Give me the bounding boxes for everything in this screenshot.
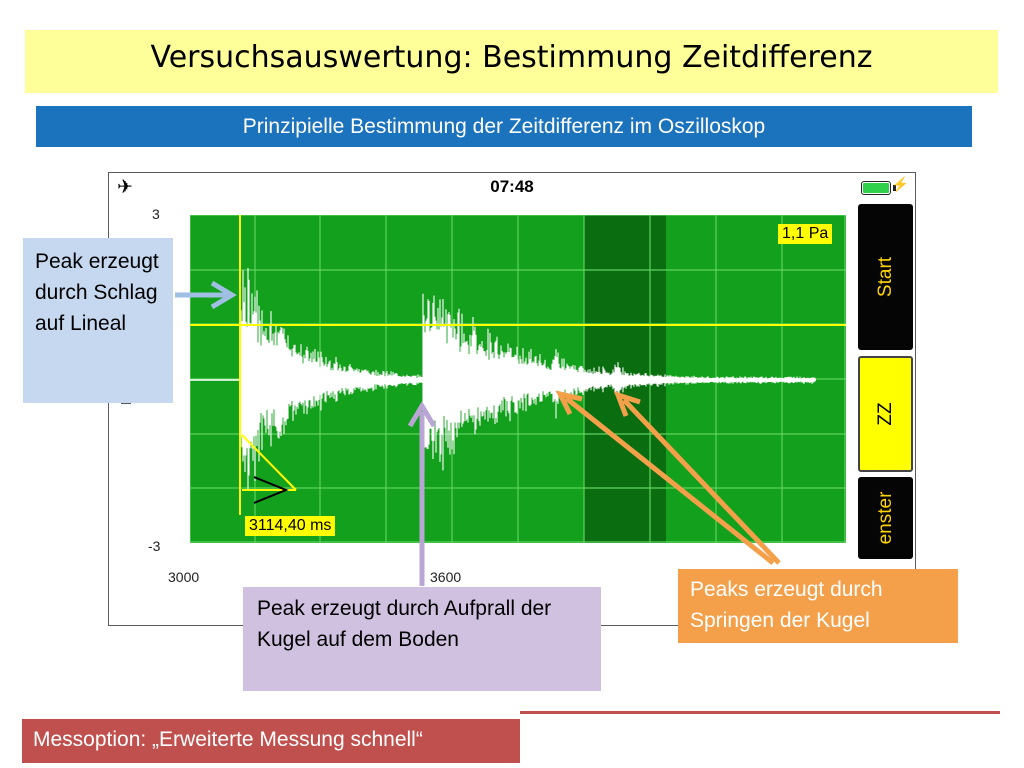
callout-springen: Peaks erzeugt durch Springen der Kugel (678, 569, 958, 643)
slide-title: Versuchsauswertung: Bestimmung Zeitdifferenz (150, 40, 873, 75)
arrow-springen-2 (624, 400, 779, 563)
footer-label: Messoption: „Erweiterte Messung schnell“ (33, 728, 423, 751)
slide-subtitle: Prinzipielle Bestimmung der Zeitdifferenz im Oszilloskop (242, 115, 766, 138)
x-tick-left: 3000 (168, 569, 200, 585)
zz-button-label: ZZ (874, 402, 896, 426)
footer-box (22, 719, 520, 763)
callout-schlag: Peak erzeugt durch Schlag auf Lineal (23, 238, 173, 403)
y-tick-bottom: -3 (148, 538, 161, 554)
arrow-springen-1 (566, 398, 773, 563)
charging-icon: ⚡ (891, 176, 909, 192)
amplitude-readout: 1,1 Pa (778, 224, 832, 244)
fenster-button-label: enster (874, 491, 896, 545)
status-time: 07:48 (490, 177, 534, 196)
footer-divider (520, 711, 1000, 714)
callout-aufprall: Peak erzeugt durch Aufprall der Kugel auf dem Boden (243, 587, 601, 691)
y-tick-top: 3 (152, 206, 160, 222)
airplane-icon: ✈ (117, 177, 133, 198)
x-tick-mid: 3600 (430, 569, 462, 585)
time-readout: 3114,40 ms (245, 516, 335, 536)
start-button-label: Start (874, 256, 896, 298)
